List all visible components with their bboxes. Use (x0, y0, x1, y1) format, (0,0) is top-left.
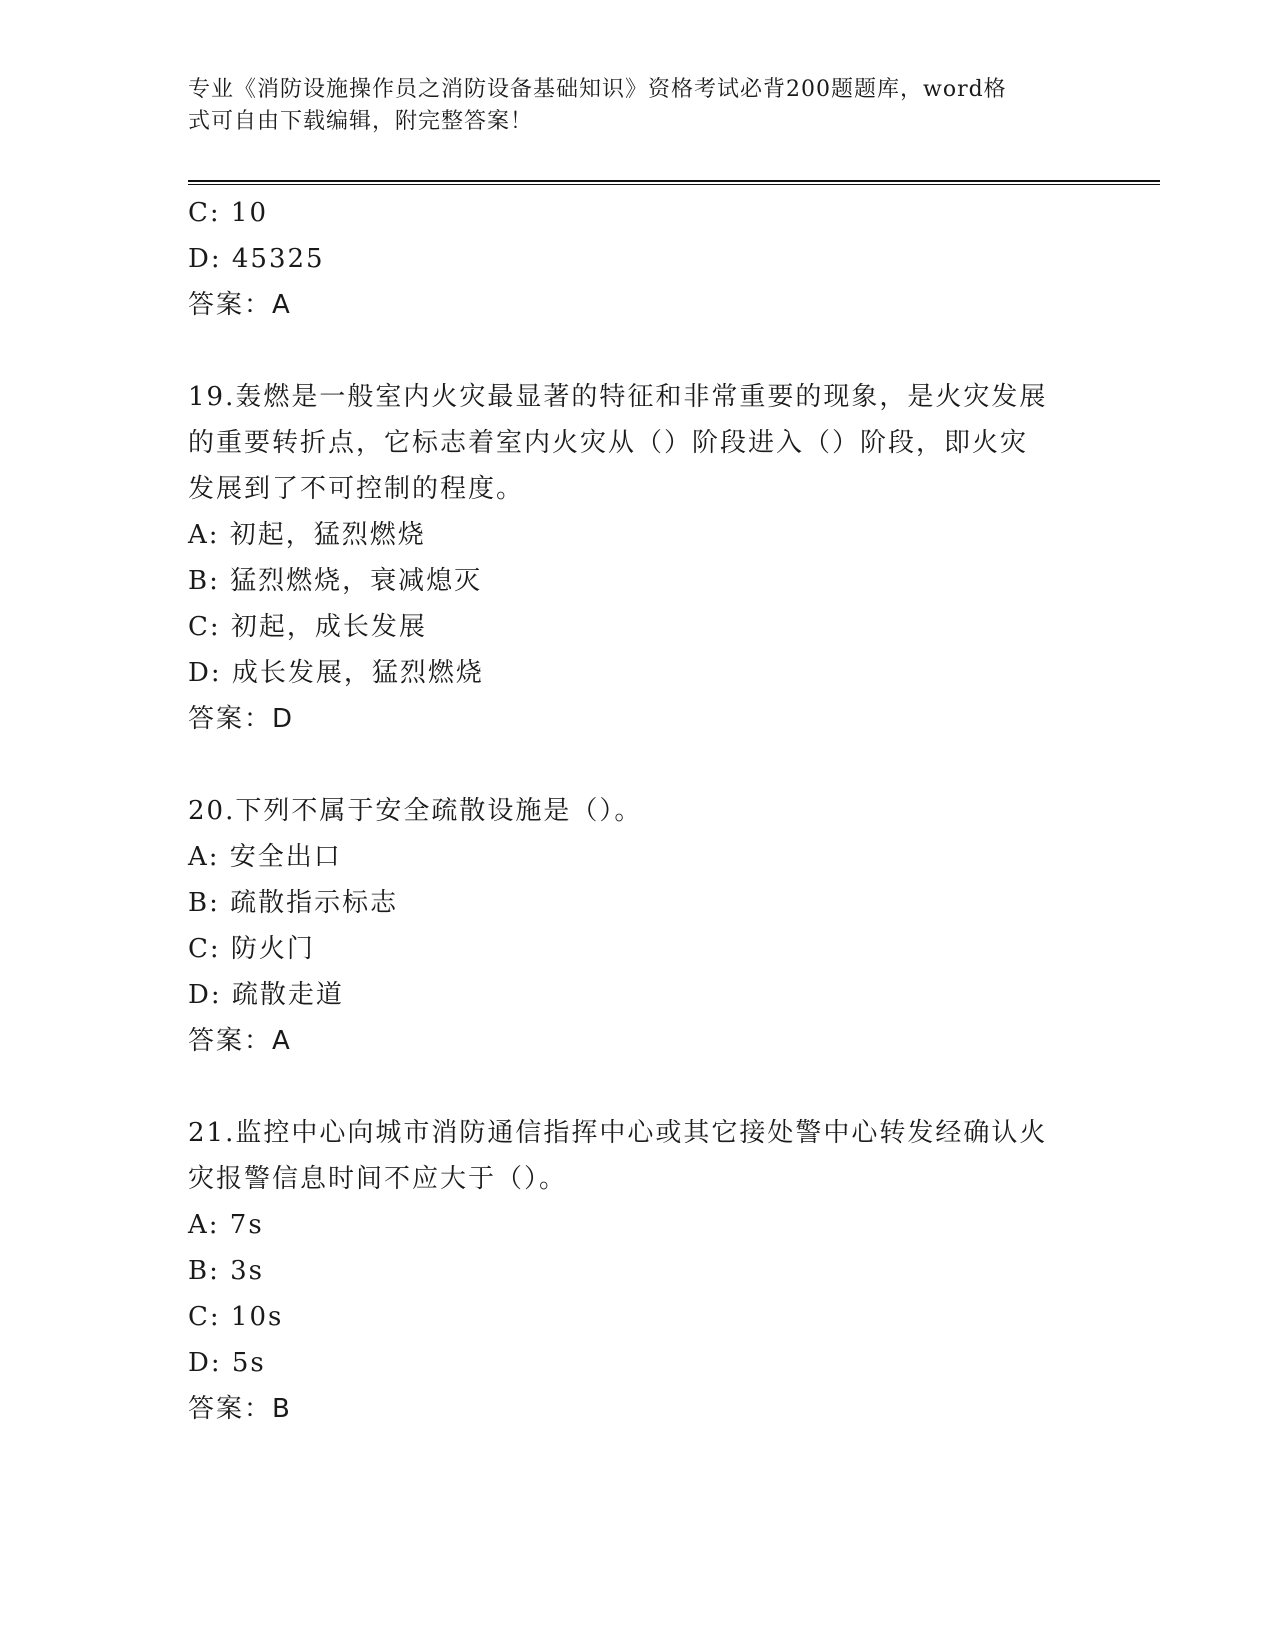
question-list (188, 190, 1088, 1432)
answer-label: 答案：A (188, 1026, 292, 1056)
option-a: A: 7s (188, 1210, 264, 1240)
question-19 (188, 374, 1088, 742)
answer-label: 答案：D (188, 704, 295, 734)
option-d: D: 成长发展，猛烈燃烧 (188, 658, 484, 688)
spacer (188, 328, 1088, 374)
document-header (188, 74, 1068, 138)
question-21 (188, 1110, 1088, 1432)
question-text-line: 20.下列不属于安全疏散设施是（）。 (188, 796, 643, 826)
header-line-1: 专业《消防设施操作员之消防设备基础知识》资格考试必背200题题库，word格 (188, 77, 1007, 102)
option-b: B: 疏散指示标志 (188, 888, 399, 918)
answer-label: 答案：B (188, 1394, 292, 1424)
question-text-line: 灾报警信息时间不应大于（）。 (188, 1164, 568, 1194)
header-divider-thick (188, 180, 1160, 182)
question-text-line: 发展到了不可控制的程度。 (188, 474, 525, 504)
option-a: A: 安全出口 (188, 842, 342, 872)
question-text-line: 21.监控中心向城市消防通信指挥中心或其它接处警中心转发经确认火 (188, 1118, 1048, 1148)
option-b: B: 猛烈燃烧，衰减熄灭 (188, 566, 483, 596)
option-c: C: 防火门 (188, 934, 315, 964)
option-c: C: 10s (188, 1302, 284, 1332)
option-c: C: 初起，成长发展 (188, 612, 427, 642)
answer-label: 答案：A (188, 290, 292, 320)
question-18-tail (188, 190, 1088, 328)
option-a: A: 初起，猛烈燃烧 (188, 520, 426, 550)
header-line-2: 式可自由下载编辑，附完整答案！ (188, 109, 534, 134)
option-d: D: 45325 (188, 244, 325, 274)
option-b: B: 3s (188, 1256, 265, 1286)
question-text-line: 的重要转折点，它标志着室内火灾从（）阶段进入（）阶段，即火灾 (188, 428, 1029, 458)
option-c: C: 10 (188, 198, 269, 228)
question-20 (188, 788, 1088, 1064)
question-text-line: 19.轰燃是一般室内火灾最显著的特征和非常重要的现象，是火灾发展 (188, 382, 1048, 412)
spacer (188, 1064, 1088, 1110)
option-d: D: 5s (188, 1348, 266, 1378)
option-d: D: 疏散走道 (188, 980, 344, 1010)
spacer (188, 742, 1088, 788)
header-divider-thin (188, 184, 1160, 185)
